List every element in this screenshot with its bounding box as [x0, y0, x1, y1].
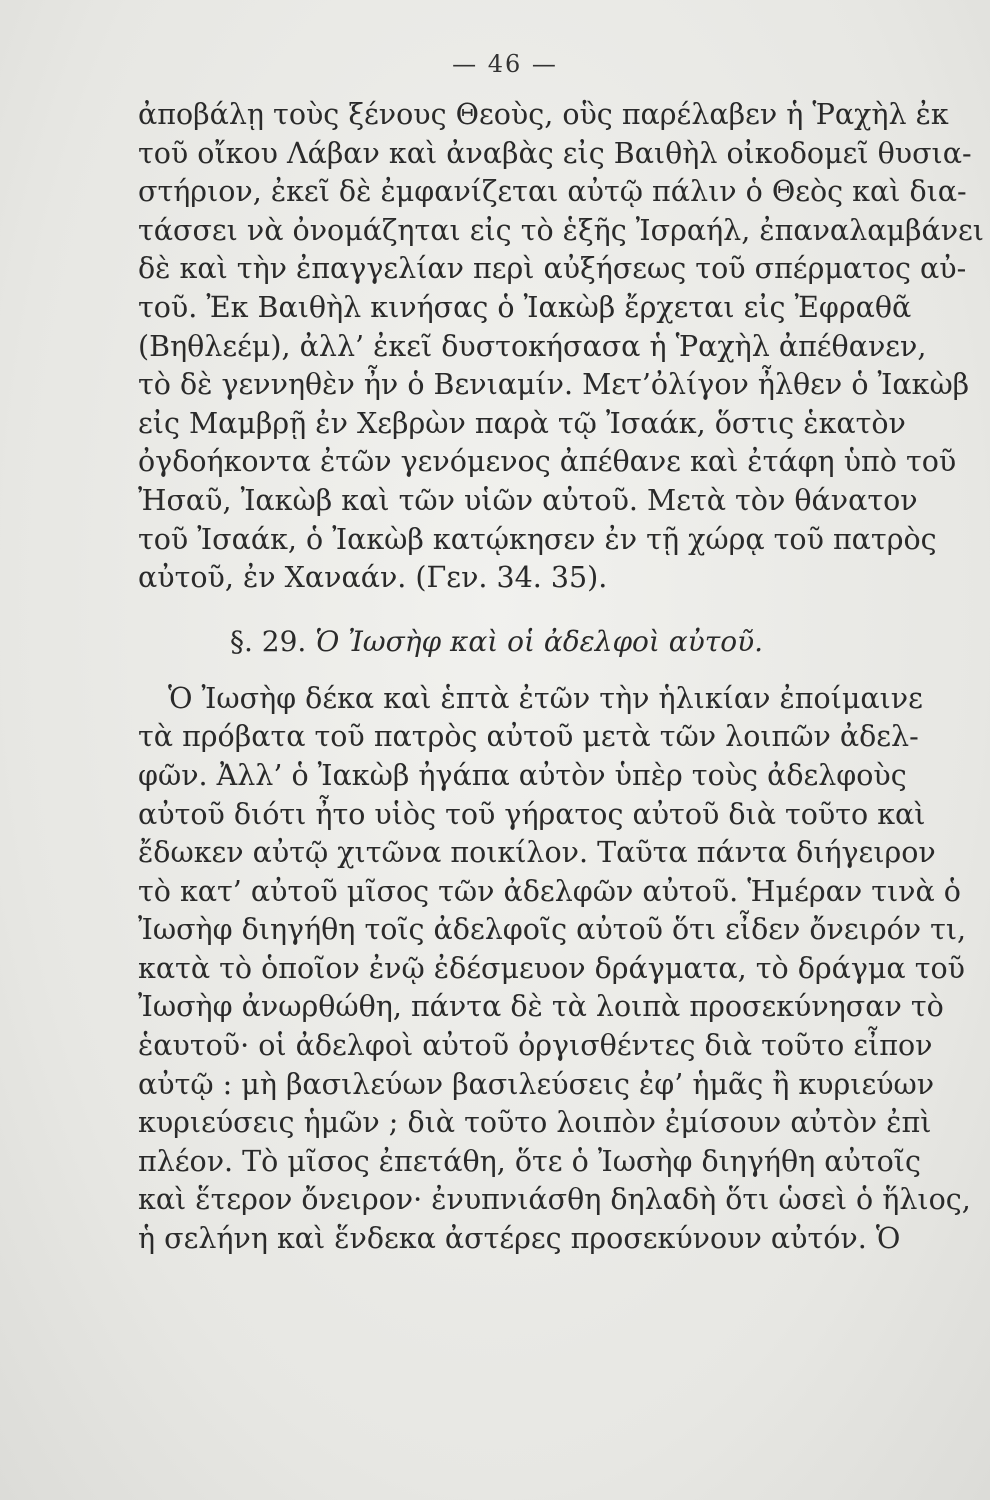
- text-line: στήριον, ἐκεῖ δὲ ἐμφανίζεται αὐτῷ πάλιν ὁ Θεὸς καὶ δια-: [138, 175, 967, 209]
- text-line: τὰ πρόβατα τοῦ πατρὸς αὐτοῦ μετὰ τῶν λοιπῶν ἀδελ-: [138, 720, 919, 754]
- text-line: τοῦ Ἰσαάκ, ὁ Ἰακὼβ κατῴκησεν ἐν τῇ χώρᾳ τοῦ πατρὸς: [138, 522, 937, 556]
- text-line: Ἰωσὴφ διηγήθη τοῖς ἀδελφοῖς αὐτοῦ ὅτι εἶδεν ὄνειρόν τι,: [138, 913, 967, 947]
- text-line: φῶν. Ἀλλ’ ὁ Ἰακὼβ ἠγάπα αὐτὸν ὑπὲρ τοὺς ἀδελφοὺς: [138, 758, 907, 792]
- text-line: ἔδωκεν αὐτῷ χιτῶνα ποικίλον. Ταῦτα πάντα διήγειρον: [138, 836, 936, 870]
- text-line: τὸ δὲ γεννηθὲν ἦν ὁ Βενιαμίν. Μετ’ὀλίγον ἦλθεν ὁ Ἰακὼβ: [138, 368, 970, 402]
- text-line: αὐτοῦ διότι ἦτο υἱὸς τοῦ γήρατος αὐτοῦ διὰ τοῦτο καὶ: [138, 797, 926, 831]
- text-line: (Βηθλεέμ), ἀλλ’ ἐκεῖ δυστοκήσασα ἡ Ῥαχὴλ ἀπέθανεν,: [138, 329, 927, 363]
- text-line: αὐτῷ : μὴ βασιλεύων βασιλεύσεις ἐφ’ ἡμᾶς ἢ κυριεύων: [138, 1067, 935, 1101]
- text-line: δὲ καὶ τὴν ἐπαγγελίαν περὶ αὐξήσεως τοῦ σπέρματος αὐ-: [138, 252, 967, 286]
- text-line: Ἠσαῦ, Ἰακὼβ καὶ τῶν υἱῶν αὐτοῦ. Μετὰ τὸν θάνατον: [138, 483, 918, 517]
- text-line: τοῦ. Ἐκ Βαιθὴλ κινήσας ὁ Ἰακὼβ ἔρχεται εἰς Ἐφραθᾶ: [138, 290, 912, 324]
- text-line: κατὰ τὸ ὁποῖον ἐνῷ ἐδέσμευον δράγματα, τὸ δράγμα τοῦ: [138, 951, 965, 985]
- text-line: τάσσει νὰ ὀνομάζηται εἰς τὸ ἑξῆς Ἰσραήλ, ἐπαναλαμβάνει: [138, 213, 984, 247]
- text-line: τοῦ οἴκου Λάβαν καὶ ἀναβὰς εἰς Βαιθὴλ οἰκοδομεῖ θυσια-: [138, 136, 972, 170]
- text-line: ὀγδοήκοντα ἐτῶν γενόμενος ἀπέθανε καὶ ἐτάφη ὑπὸ τοῦ: [138, 445, 957, 479]
- text-line: τὸ κατ’ αὐτοῦ μῖσος τῶν ἀδελφῶν αὐτοῦ. Ἡμέραν τινὰ ὁ: [138, 874, 961, 908]
- text-line: ἑαυτοῦ· οἱ ἀδελφοὶ αὐτοῦ ὀργισθέντες διὰ τοῦτο εἶπον: [138, 1029, 933, 1063]
- text-line: Ἰωσὴφ ἀνωρθώθη, πάντα δὲ τὰ λοιπὰ προσεκύνησαν τὸ: [138, 990, 944, 1024]
- text-line: ἡ σελήνη καὶ ἕνδεκα ἀστέρες προσεκύνουν αὐτόν. Ὁ: [138, 1222, 901, 1256]
- paragraph-2: [138, 680, 971, 1259]
- text-line: κυριεύσεις ἡμῶν ; διὰ τοῦτο λοιπὸν ἐμίσουν αὐτὸν ἐπὶ: [138, 1106, 932, 1140]
- page-number: — 46 —: [452, 50, 558, 78]
- text-line: Ὁ Ἰωσὴφ δέκα καὶ ἑπτὰ ἐτῶν τὴν ἡλικίαν ἐποίμαινε: [168, 681, 923, 715]
- section-number: §. 29.: [230, 624, 307, 658]
- text-line: εἰς Μαμβρῇ ἐν Χεβρὼν παρὰ τῷ Ἰσαάκ, ὅστις ἑκατὸν: [138, 406, 906, 440]
- section-heading: [138, 622, 872, 662]
- paragraph-1: [138, 96, 984, 598]
- text-line: αὐτοῦ, ἐν Χαναάν. (Γεν. 34. 35).: [138, 561, 608, 595]
- text-line: πλέον. Τὸ μῖσος ἐπετάθη, ὅτε ὁ Ἰωσὴφ διηγήθη αὐτοῖς: [138, 1144, 921, 1178]
- text-line: ἀποβάλῃ τοὺς ξένους Θεοὺς, οὓς παρέλαβεν ἡ Ῥαχὴλ ἐκ: [138, 98, 949, 131]
- section-title: Ὁ Ἰωσὴφ καὶ οἱ ἀδελφοὶ αὐτοῦ.: [315, 624, 763, 658]
- text-line: καὶ ἕτερον ὄνειρον· ἐνυπνιάσθη δηλαδὴ ὅτι ὡσεὶ ὁ ἥλιος,: [138, 1183, 971, 1217]
